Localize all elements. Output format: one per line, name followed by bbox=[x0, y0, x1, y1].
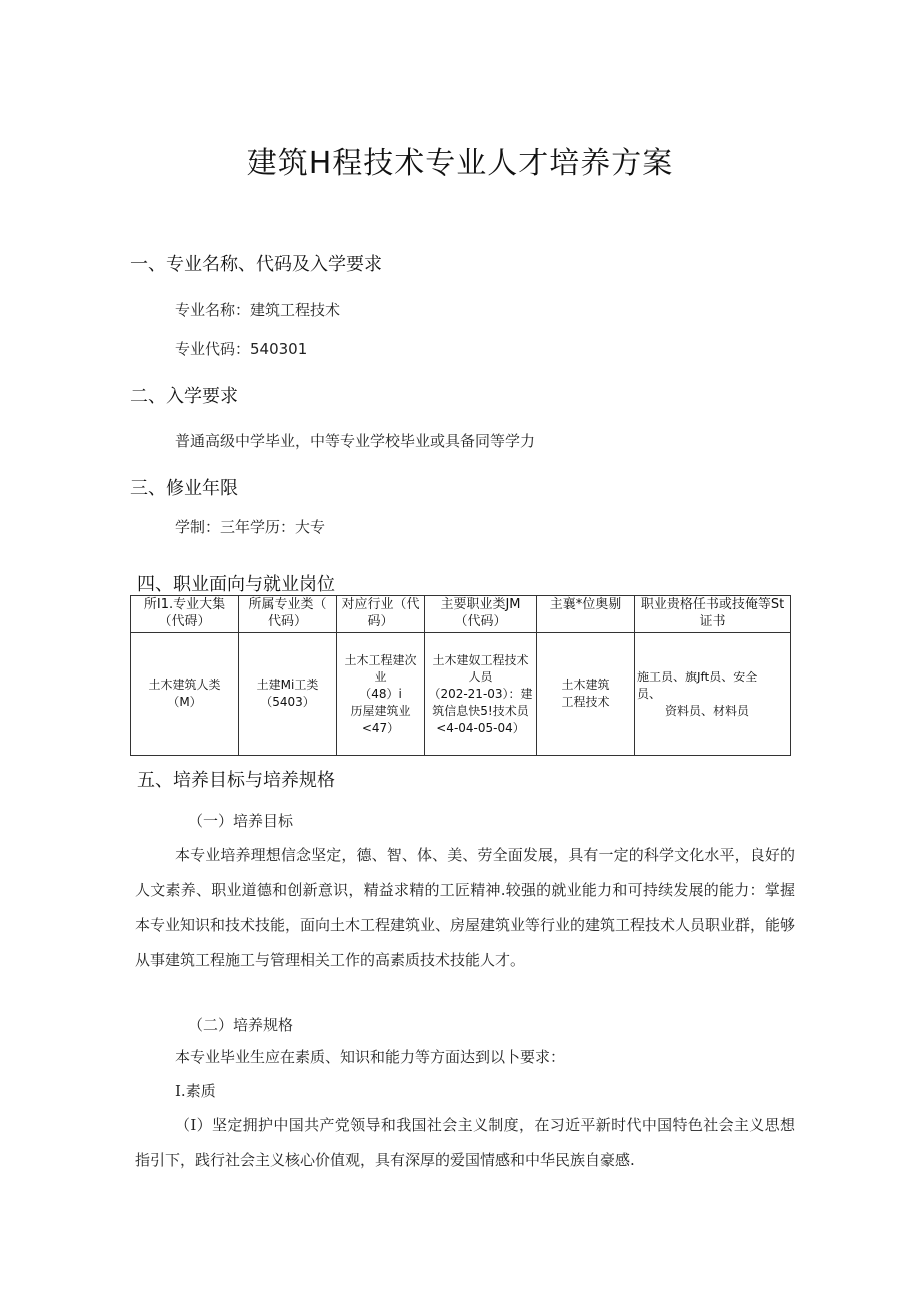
section-2-heading: 二、入学要求 bbox=[130, 386, 238, 407]
cell-certificates: 施工员、旗Jft员、安全 员、 资料员、材料员 bbox=[635, 633, 791, 756]
header-professional-group: 所I1.专业大集 （代碍） bbox=[131, 596, 239, 633]
career-table bbox=[130, 595, 791, 756]
major-name-line: 专业名称：建筑工程技术 bbox=[175, 301, 341, 319]
study-duration-text: 学制：三年学历：大专 bbox=[175, 518, 326, 536]
major-code-line: 专业代码：540301 bbox=[175, 340, 308, 358]
training-goal-paragraph: 本专业培养理想信念坚定，德、智、体、美、劳全面发展，具有一定的科学文化水平，良好的人文素养、职业道德和创新意识，精益求精的工匠精神.较强的就业能力和可持续发展的能力：掌握本专业知识和技术技能，面向土木工程建筑业、房屋建筑业等行业的建筑工程技术人员职业群，能够从事建筑工程施工与管理相关工作的高素质技术技能人才。 bbox=[135, 846, 796, 969]
header-professional-category: 所属专业类（ 代码） bbox=[239, 596, 337, 633]
section-3-heading: 三、修业年限 bbox=[130, 478, 238, 499]
cell-professional-group: 土木建筑人类 （M） bbox=[131, 633, 239, 756]
section-1-heading: 一、专业名称、代码及入学要求 bbox=[130, 254, 382, 275]
header-position: 主襄*位奥剔 bbox=[537, 596, 635, 633]
table-row bbox=[131, 633, 791, 756]
cell-occupation: 土木建奴工程技术 人员 （202-21-03）：建 筑信息快5!技术员 <4-04-05-04） bbox=[425, 633, 537, 756]
admission-requirement-text: 普通高级中学毕业，中等专业学校毕业或具备同等学力 bbox=[175, 432, 536, 450]
cell-industry: 土木工程建次 业 （48）i 历屋建筑业 <47） bbox=[337, 633, 425, 756]
career-table-header-row bbox=[131, 596, 791, 633]
header-occupation: 主要职业类JM （代码） bbox=[425, 596, 537, 633]
header-certificates: 职业贵格任书或技俺等St 证书 bbox=[635, 596, 791, 633]
training-spec-subheading: （二）培养规格 bbox=[188, 1016, 294, 1034]
section-5-heading: 五、培养目标与培养规格 bbox=[137, 770, 335, 791]
cell-position: 土木建筑 工程技术 bbox=[537, 633, 635, 756]
quality-item-1-paragraph: （I）坚定拥护中国共产党领导和我国社会主义制度，在习近平新时代中国特色社会主义思想指引下，践行社会主义核心价值观，具有深厚的爱国情感和中华民族自豪感. bbox=[135, 1116, 795, 1169]
training-goal-subheading: （一）培养目标 bbox=[188, 812, 294, 830]
document-title: 建筑H程技术专业人才培养方案 bbox=[246, 146, 674, 181]
header-industry: 对应行业（代 码） bbox=[337, 596, 425, 633]
section-4-heading: 四、职业面向与就业岗位 bbox=[137, 574, 335, 595]
quality-item-heading: I.素质 bbox=[175, 1082, 216, 1100]
training-spec-intro: 本专业毕业生应在素质、知识和能力等方面达到以卜要求： bbox=[175, 1048, 566, 1066]
cell-professional-category: 土建Mi工类 （5403） bbox=[239, 633, 337, 756]
